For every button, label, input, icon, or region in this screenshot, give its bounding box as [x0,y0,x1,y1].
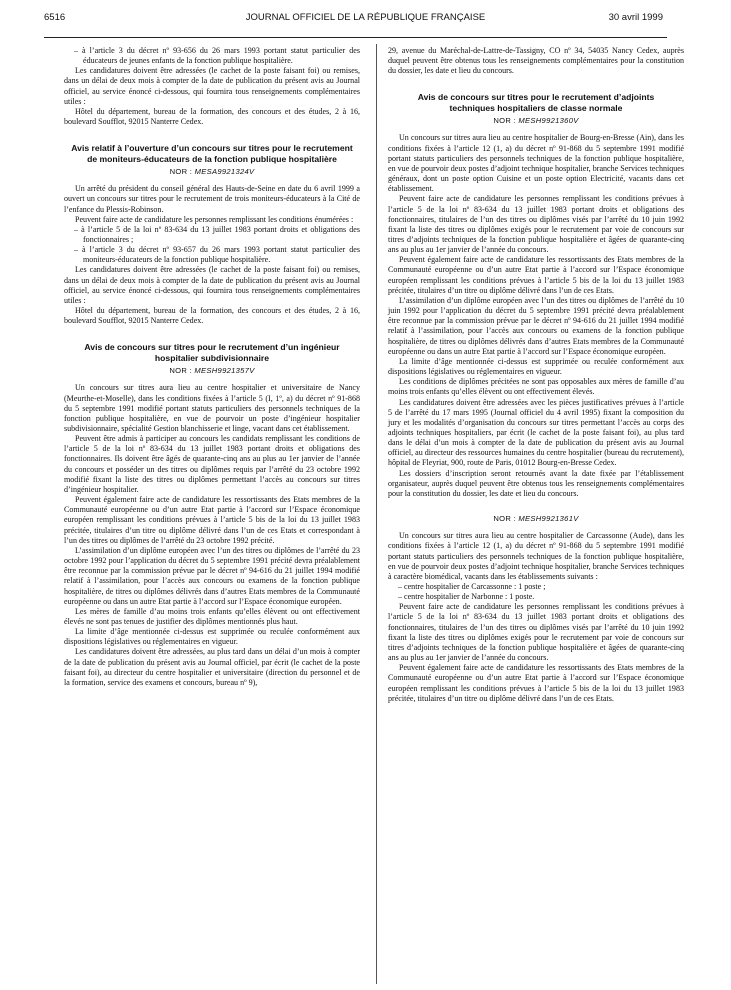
list-item: – centre hospitalier de Narbonne : 1 poste. [398,592,535,602]
paragraph: Les candidatures doivent être adressées (le cachet de la poste faisant foi) ou remises, dans un délai de deux mois à compter de la date de publication du présent avis au Journal officiel, au service énoncé ci-dessous, qui fournira tous renseignements complémentaires utiles : [64,265,360,305]
nor-reference [388,514,684,524]
paragraph: Hôtel du département, bureau de la formation, des concours et des études, 2 à 16, boulevard Soufflot, 92015 Nanterre Cedex. [64,106,360,127]
nor-code: MESH9921361V [518,514,579,524]
nor-label: NOR : [169,366,192,376]
page-number: 6516 [44,12,66,23]
paragraph: Peuvent également faire acte de candidature les ressortissants des Etats membres de la Communauté européenne ou d’un autre Etat partie à l’accord sur l’Espace économique européen remplissant les conditions prévues à l’article 5 bis de la loi du 13 juillet 1983 précitée, titulaires d’un titre ou diplôme délivré dans l’un de ces Etats et correspondant à l’un des titres ou diplômes de l’arrêté du 23 octobre 1992 précité. [64,495,360,545]
nor-label: NOR : [493,116,516,126]
paragraph: La limite d’âge mentionnée ci-dessus est supprimée ou reculée conformément aux dispositions législatives ou réglementaires en vigueur. [64,627,360,647]
paragraph: Les candidatures doivent être adressées (le cachet de la poste faisant foi) ou remises, dans un délai de deux mois à compter de la date de publication du présent avis au Journal officiel, au service énoncé ci-dessous, qui fournira tous renseignements complémentaires utiles : [64,66,360,106]
list-item: – centre hospitalier de Carcassonne : 1 poste ; [398,582,546,591]
right-column [388,46,684,704]
issue-date: 30 avril 1999 [608,12,663,23]
page-header [0,10,731,26]
nor-reference [388,116,684,126]
notice-title: Avis de concours sur titres pour le recrutement d’adjoints techniques hospitaliers de classe normale [417,92,655,113]
nor-reference [64,167,360,177]
paragraph: La limite d’âge mentionnée ci-dessus est supprimée ou reculée conformément aux dispositions législatives ou réglementaires en vigueur. [388,356,684,377]
paragraph: 29, avenue du Maréchal-de-Lattre-de-Tassigny, CO nº 34, 54035 Nancy Cedex, auprès duquel peuvent être obtenus tous les renseignements complémentaires pour la constitution du dossier, les date et lieu du concours. [388,46,684,76]
column-divider [376,44,377,984]
paragraph: L’assimilation d’un diplôme européen avec l’un des titres ou diplômes de l’arrêté du 10 juin 1992 pour l’application du décret du 5 septembre 1991 précité devra préalablement être reconnue par la commission prévue par le décret nº 94-616 du 21 juillet 1994 modifié relatif à l’assimilation, pour l’accès aux concours ou examens de la fonction publique hospitalière, de titres ou diplômes délivrés dans d’autres Etats membres de la Communauté européenne ou dans un autre Etat partie à l’accord sur l’Espace économique européen. [388,295,684,356]
list-item: – à l’article 5 de la loi nº 83-634 du 13 juillet 1983 portant droits et obligations des fonctionnaires ; [74,224,360,244]
paragraph: Un concours sur titres aura lieu au centre hospitalier et universitaire de Nancy (Meurthe-et-Moselle), dans les conditions fixées à l’article 5 (I, 1º, a) du décret nº 91-868 du 5 septembre 1991 modifié portant statuts particuliers des personnels techniques de la fonction publique hospitalière, en vue de pourvoir un poste d’ingénieur hospitalier subdivisionnaire, spécialité Gestion blanchisserie et linge, vacant dans cet établissement. [64,383,360,433]
nor-code: MESH9921357V [194,366,255,376]
paragraph: Les mères de famille d’au moins trois enfants qu’elles élèvent ou ont effectivement élevés ne sont pas tenues de justifier des diplômes mentionnés plus haut. [64,606,360,626]
paragraph: Un arrêté du président du conseil général des Hauts-de-Seine en date du 6 avril 1999 a ouvert un concours sur titres pour le recrutement de trois moniteurs-éducateurs à la Cité de l’enfance du Plessis-Robinson. [64,184,360,214]
nor-code: MESH9921360V [518,116,579,126]
paragraph: L’assimilation d’un diplôme européen avec l’un des titres ou diplômes de l’arrêté du 23 octobre 1992 pour l’application du décret du 5 septembre 1991 précité devra préalablement être reconnue par la commission prévue par le décret nº 94-616 du 21 juillet 1994 modifié relatif à l’assimilation, pour l’accès aux concours ou examens de la fonction publique hospitalière, de titres ou diplômes délivrés dans d’autres Etats membres de la Communauté européenne ou dans un autre Etat partie à l’accord sur l’Espace économique européen. [64,545,360,606]
section-spacer [388,499,684,513]
notice-title: Avis relatif à l’ouverture d’un concours sur titres pour le recrutement de moniteurs-éducateurs de la fonction publique hospitalière [71,143,353,164]
paragraph: Peuvent également faire acte de candidature les ressortissants des Etats membres de la Communauté européenne ou d’un autre Etat partie à l’accord sur l’Espace économique européen remplissant les conditions prévues à l’article 5 bis de la loi du 13 juillet 1983 précitée, titulaires d’un titre ou diplôme délivré dans l’un de ces Etats. [388,255,684,295]
paragraph: Les candidatures doivent être adressées avec les pièces justificatives prévues à l’article 5 de l’arrêté du 17 mars 1995 (Journal officiel du 4 avril 1995) fixant la composition du jury et les modalités d’organisation du concours sur titres permettant l’accès au corps des adjoints techniques hospitaliers, par écrit (le cachet de la poste faisant foi), au plus tard dans le délai d’un mois à compter de la date de publication du présent avis au Journal officiel, au directeur des ressources humaines du centre hospitalier (bureau du recrutement), hôpital de Fleyriat, 900, route de Paris, 01012 Bourg-en-Bresse Cedex. [388,397,684,468]
nor-label: NOR : [493,514,516,524]
nor-code: MESA9921324V [194,167,255,177]
list-item: – à l’article 3 du décret nº 93-657 du 26 mars 1993 portant statut particulier des moniteurs-éducateurs de la fonction publique hospitalière. [74,245,360,265]
paragraph: Les candidatures doivent être adressées, au plus tard dans un délai d’un mois à compter de la date de publication du présent avis au Journal officiel, par écrit (le cachet de la poste faisant foi), au directeur du centre hospitalier et universitaire (direction du personnel et de la formation, service des examens et concours, bureau nº 9), [64,647,360,687]
paragraph: Peuvent faire acte de candidature les personnes remplissant les conditions énumérées : [75,214,354,224]
journal-title: JOURNAL OFFICIEL DE LA RÉPUBLIQUE FRANÇAISE [245,12,486,23]
paragraph: Peuvent également faire acte de candidature les ressortissants des Etats membres de la Communauté européenne ou d’un autre Etat partie à l’accord sur l’Espace économique européen remplissant les conditions prévues à l’article 5 bis de la loi du 13 juillet 1983 précitée, titulaires d’un titre ou diplôme délivré dans l’un de ces Etats. [388,663,684,703]
header-rule [44,37,667,38]
paragraph: Hôtel du département, bureau de la formation, des concours et des études, 2 à 16, boulevard Soufflot, 92015 Nanterre Cedex. [64,306,360,326]
list-item: – à l’article 3 du décret nº 93-656 du 26 mars 1993 portant statut particulier des éducateurs de jeunes enfants de la fonction publique hospitalière. [74,46,360,66]
left-column [64,46,360,688]
paragraph: Peuvent être admis à participer au concours les candidats remplissant les conditions de l’article 5 de la loi nº 83-634 du 13 juillet 1983 portant droits et obligations des fonctionnaires. Ils doivent être âgés de quarante-cinq ans au plus au 1er janvier de l’année du concours et posséder un des titres ou diplômes requis par l’arrêté du 23 octobre 1992 modifié fixant la liste des titres ou diplômes permettant l’accès au concours sur titres d’ingénieur hospitalier. [64,434,360,494]
paragraph: Les conditions de diplômes précitées ne sont pas opposables aux mères de famille d’au moins trois enfants qu’elles élèvent ou ont effectivement élevés. [388,377,684,397]
paragraph: Un concours sur titres aura lieu au centre hospitalier de Carcassonne (Aude), dans les conditions fixées à l’article 12 (1, a) du décret nº 91-868 du 5 septembre 1991 modifié portant statuts particuliers des personnels techniques de la fonction publique hospitalière, en vue de pourvoir deux postes d’adjoint technique hospitalier, branche Services techniques à caractère biomédical, vacants dans les établissements suivants : [388,531,684,581]
paragraph: Un concours sur titres aura lieu au centre hospitalier de Bourg-en-Bresse (Ain), dans les conditions fixées à l’article 12 (1, a) du décret nº 91-868 du 5 septembre 1991 modifié portant statuts particuliers des personnels techniques de la fonction publique hospitalière, en vue de pourvoir deux postes d’adjoint technique hospitalier, branche Services techniques généraux, dont un poste option Cuisine et un poste option Electricité, vacants dans cet établissement. [388,133,684,194]
nor-label: NOR : [169,167,193,177]
paragraph: Les dossiers d’inscription seront retournés avant la date fixée par l’établissement organisateur, auprès duquel peuvent être obtenus tous les renseignements complémentaires pour la constitution du dossier, les date et lieu du concours. [388,468,684,498]
paragraph: Peuvent faire acte de candidature les personnes remplissant les conditions prévues à l’article 5 de la loi nº 83-634 du 13 juillet 1983 portant droits et obligations des fonctionnaires, titulaires de l’un des titres ou diplômes visés par l’arrêté du 10 juin 1992 fixant la liste des titres ou diplômes exigés pour le recrutement par voie de concours sur titres d’adjoints techniques de la fonction publique hospitalière et âgées de quarante-cinq ans au plus au 1er janvier de l’année du concours. [388,194,684,255]
nor-reference [64,366,360,376]
notice-title: Avis de concours sur titres pour le recrutement d’un ingénieur hospitalier subdivisionnaire [84,342,340,363]
paragraph: Peuvent faire acte de candidature les personnes remplissant les conditions prévues à l’article 5 de la loi nº 83-634 du 13 juillet 1983 portant droits et obligations des fonctionnaires, titulaires de l’un des titres ou diplômes visés par l’arrêté du 10 juin 1992 fixant la liste des titres ou diplômes exigés pour le recrutement par voie de concours sur titres d’adjoints techniques de la fonction publique hospitalière et âgées de quarante-cinq ans au plus au 1er janvier de l’année du concours. [388,602,684,663]
